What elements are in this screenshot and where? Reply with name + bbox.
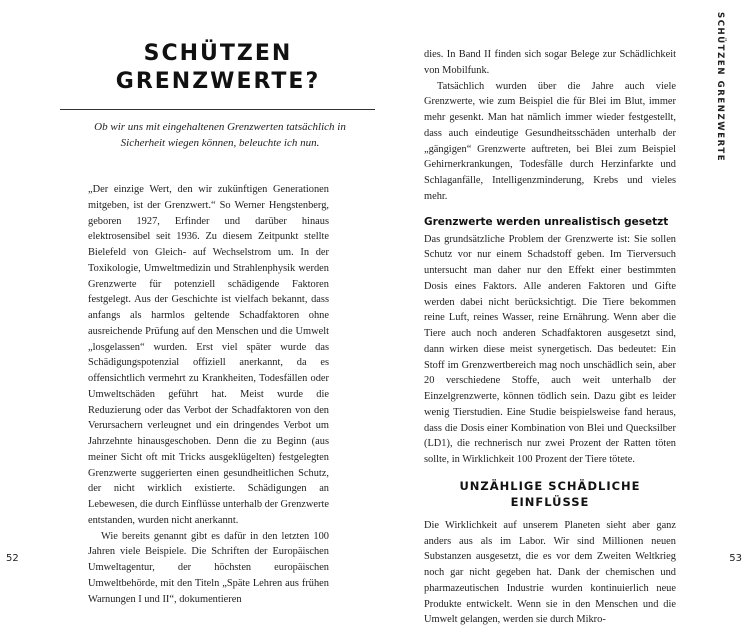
section-heading: UNZÄHLIGE SCHÄDLICHE EINFLÜSSE [459,478,641,509]
running-head: SCHÜTZEN GRENZWERTE [715,12,725,163]
body-paragraph: Tatsächlich wurden über die Jahre auch viele Grenzwerte, wie zum Beispiel die für Blei im Blut, immer mehr gesenkt. Man hat nämlich immer wieder festgestellt, dass auch eindeutige Gesundheitsschäden unterhalb der „gängigen“ Grenzwerte auftreten, bei Blei zum Beispiel Gehirnerkrankungen, Todesfälle durch Herzinfarkte und Schlaganfälle, Intelligenzminderung, Krebs und vieles mehr. [424,80,676,202]
left-page [0,0,375,605]
body-paragraph: Die Wirklichkeit auf unserem Planeten sieht aber ganz anders aus als im Labor. Wir sind Millionen neuen Substanzen ausgesetzt, die es vor dem Zweiten Weltkrieg noch gar nicht gegeben hat. Dank der chemischen und pharmazeutischen Industrie wurden kontinuierlich neue Produkte entwickelt. Wenn sie in den Menschen und die Umwelt gelangen, werden sie durch Mikro- [424,519,676,626]
page-number: 53 [729,553,742,564]
page-number: 52 [6,553,19,564]
right-page [375,0,750,626]
left-body-text [88,182,329,607]
body-paragraph: Wie bereits genannt gibt es dafür in den letzten 100 Jahren viele Beispiele. Die Schriften der Europäischen Umweltagentur, der höchsten europäischen Umweltbehörde, mit den Titeln „Späte Lehren aus frühen Warnungen I und II“, dokumentieren [88,530,329,605]
body-paragraph: dies. In Band II finden sich sogar Belege zur Schädlichkeit von Mobilfunk. [424,49,676,76]
chapter-title: SCHÜTZEN GRENZWERTE? [115,41,321,94]
chapter-lead: Ob wir uns mit eingehaltenen Grenzwerten tatsächlich in Sicherheit wiegen können, beleuchte ich nun. [94,121,346,149]
subheading: Grenzwerte werden unrealistisch gesetzt [424,215,669,228]
title-divider [60,109,375,110]
right-body-text [424,47,676,628]
body-paragraph: Das grundsätzliche Problem der Grenzwerte ist: Sie sollen Schutz vor nur einem Schadstoff geben. Im Tierversuch untersucht man daher nur den Effekt einer bestimmten Dosis eines Faktors. Alle anderen Faktoren und Gifte werden dabei nicht berücksichtigt. Die Tiere bekommen reine Luft, reines Wasser, reine Ernährung. Wenn aber die Tiere auch noch anderen Schadfaktoren ausgesetzt sind, dann wirken diese meist synergetisch. Das bedeutet: Ein Stoff im Grenzwertbereich mag noch unschädlich sein, aber 20 verschiedene Stoffe, auch weit unterhalb der Einzelgrenzwerte, können tödlich sein. Dazu gibt es leider wenig Tierstudien. Eine Studie beispielsweise fand heraus, dass die Dosis einer Kombination von Blei und Quecksilber (LD1), die rechnerisch nur zwei Prozent der Ratten töten sollte, in Wirklichkeit 100 Prozent der Tiere tötete. [424,233,676,465]
body-paragraph: „Der einzige Wert, den wir zukünftigen Generationen mitgeben, ist der Grenzwert.“ So Werner Hengstenberg, geboren 1927, Erfinder und darüber hinaus elektrosensibel seit 1936. Zu diesem Zeitpunkt stellte Bielefeld von Gleich- auf Wechselstrom um. In der Toxikologie, Umweltmedizin und Strahlenphysik werden Grenzwerte für potenziell schädigende Faktoren festgelegt. Aus der Geschichte ist vielfach bekannt, dass anfangs als harmlos geltende Schadfaktoren ohne ausreichende Prüfung auf den Menschen und die Umwelt „losgelassen“ wurden. Erst viel später wurde das Schädigungspotenzial offiziell anerkannt, da es offensichtlich vermehrt zu Krankheiten, Todesfällen oder Umweltschäden geführt hat. Meist wurde die Reduzierung oder das Verbot der Schadfaktoren von den Verursachern verleugnet und ein dringendes Verbot um Jahrzehnte hinausgeschoben. Denn die zu Beginn (aus meiner Sicht oft mit Tricks ausgeklügelten) festgelegten Grenzwerte suggerierten einen gesundheitlichen Schutz, der nicht wirklich existierte. Schädigungen an Lebewesen, die durch Einflüsse unterhalb der Grenzwerte entstanden, wurden nicht anerkannt. [88,184,329,526]
